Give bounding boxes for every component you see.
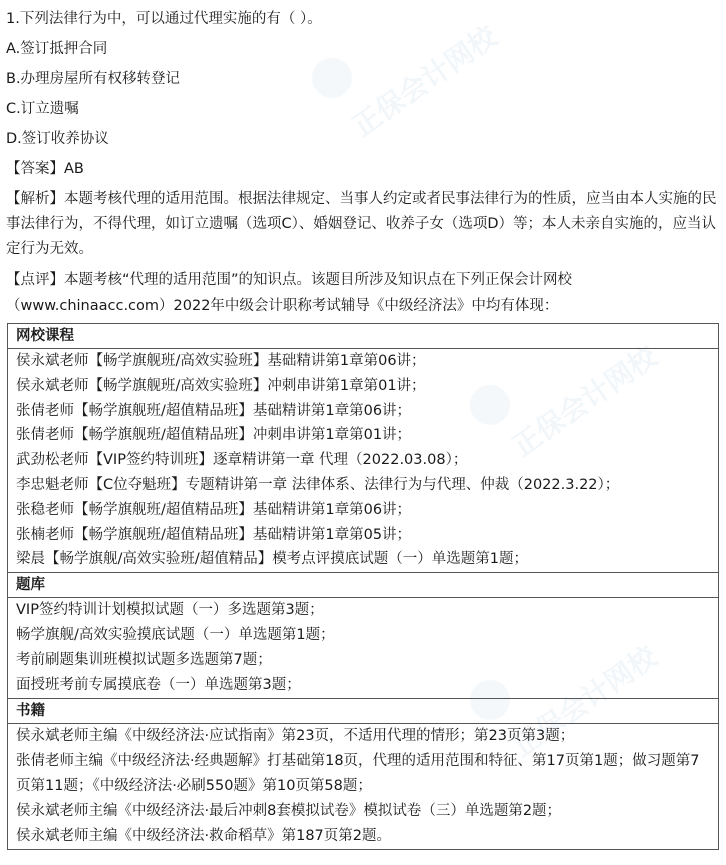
course-item: 张倩老师【畅学旗舰班/超值精品班】基础精讲第1章第06讲； (16, 402, 412, 419)
bank-cell (8, 598, 719, 699)
book-item: 张倩老师主编《中级经济法·经典题解》打基础第18页，代理的适用范围和特征、第17页第1题；做习题第7页第11题；《中级经济法·必刷550题》第10页第58题； (16, 753, 700, 795)
section-header-books: 书籍 (8, 699, 719, 724)
watermark-icon: 正保会计网校 (506, 339, 664, 463)
bank-item: 畅学旗舰/高效实验摸底试题（一）单选题第1题； (16, 627, 335, 644)
course-item: 李忠魁老师【C位夺魁班】专题精讲第一章 法律体系、法律行为与代理、仲裁（2022.3.22）； (16, 476, 620, 493)
book-item: 侯永斌老师主编《中级经济法·救命稻草》第187页第2题。 (16, 828, 392, 845)
comment-line-2: （www.chinaacc.com）2022年中级会计职称考试辅导《中级经济法》中均有体现： (6, 298, 559, 314)
section-header-courses: 网校课程 (8, 324, 719, 349)
course-item: 张稳老师【畅学旗舰班/超值精品班】基础精讲第1章第06讲； (16, 501, 412, 518)
bank-item: 考前刷题集训班模拟试题多选题第7题； (16, 652, 272, 669)
option-d: D.签订收养协议 (6, 131, 109, 147)
book-item: 侯永斌老师主编《中级经济法·应试指南》第23页，不适用代理的情形；第23页第3题； (16, 728, 575, 745)
course-item: 侯永斌老师【畅学旗舰班/高效实验班】基础精讲第1章第06讲； (16, 353, 426, 369)
books-cell (8, 724, 719, 850)
course-item: 张楠老师【畅学旗舰班/超值精品班】基础精讲第1章第05讲； (16, 526, 412, 543)
course-item: 张倩老师【畅学旗舰班/超值精品班】冲刺串讲第1章第01讲； (16, 427, 412, 444)
courses-cell (8, 349, 719, 573)
option-a: A.签订抵押合同 (6, 41, 108, 57)
course-item: 梁晨【畅学旗舰/高效实验班/超值精品】模考点评摸底试题（一）单选题第1题； (16, 551, 528, 568)
option-b: B.办理房屋所有权移转登记 (6, 71, 181, 87)
answer: 【答案】AB (6, 161, 84, 177)
resource-table (7, 323, 719, 850)
bank-item: VIP签约特训计划模拟试题（一）多选题第3题； (16, 602, 324, 619)
question-stem: 1.下列法律行为中，可以通过代理实施的有（ ）。 (6, 11, 322, 27)
comment-line-1: 【点评】本题考核“代理的适用范围”的知识点。该题目所涉及知识点在下列正保会计网校 (6, 272, 573, 288)
analysis: 【解析】本题考核代理的适用范围。根据法律规定、当事人约定或者民事法律行为的性质，应当由本人实施的民事法律行为，不得代理，如订立遗嘱（选项C）、婚姻登记、收养子女（选项D）等；本人未亲自实施的，应当认定行为无效。 (6, 191, 717, 257)
option-c: C.订立遗嘱 (6, 101, 79, 117)
watermark-icon: 正保会计网校 (346, 19, 504, 143)
watermark-icon: 正保会计网校 (506, 639, 664, 763)
course-item: 侯永斌老师【畅学旗舰班/高效实验班】冲刺串讲第1章第01讲； (16, 377, 426, 394)
course-item: 武劲松老师【VIP签约特训班】逐章精讲第一章 代理（2022.03.08）； (16, 452, 468, 469)
watermark-logo-icon (312, 58, 352, 98)
section-header-bank: 题库 (8, 573, 719, 598)
bank-item: 面授班考前专属摸底卷（一）单选题第3题； (16, 677, 301, 694)
book-item: 侯永斌老师主编《中级经济法·最后冲刺8套模拟试卷》模拟试卷（三）单选题第2题； (16, 803, 562, 820)
